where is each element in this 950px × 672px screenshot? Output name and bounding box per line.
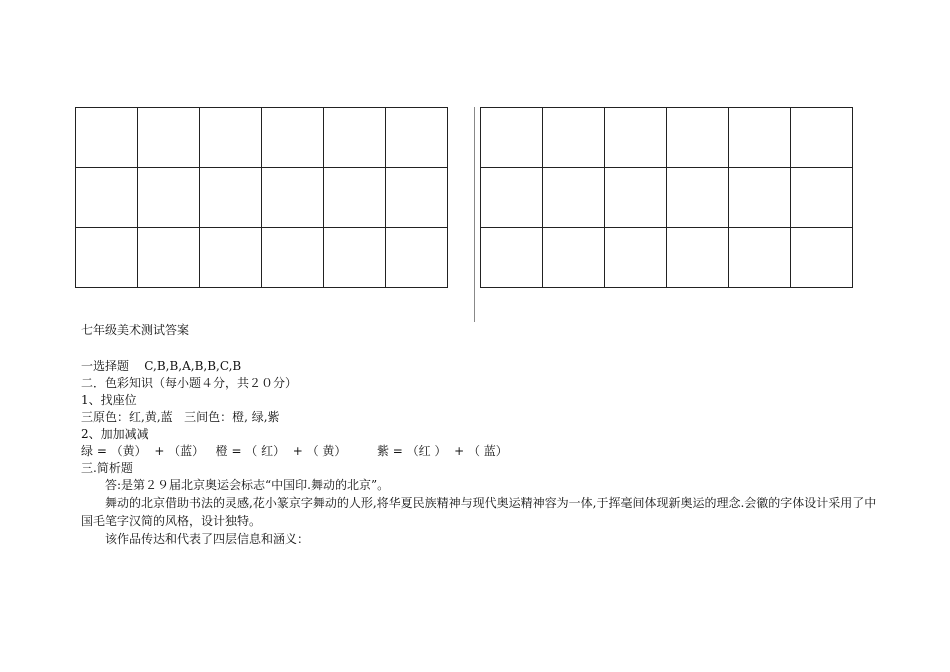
answer-body — [81, 357, 881, 548]
find-seat-heading: 1、找座位 — [81, 393, 137, 407]
analysis-paragraph: 舞动的北京借助书法的灵感,花小篆京字舞动的人形,将华夏民族精神与现代奥运精神容为一体,于挥毫间体现新奥运的理念.会徽的字体设计采用了中国毛笔字汉简的风格，设计独特。 — [81, 496, 877, 528]
answer-title: 七年级美术测试答案 — [81, 323, 190, 337]
color-mixing-equations: 绿 = （黄） + （蓝） 橙 = （ 红） + （ 黄） 紫 = （红 ） + （ 蓝） — [81, 444, 508, 458]
analysis-heading: 三.简析题 — [81, 461, 133, 475]
primary-secondary-colors: 三原色：红,黄,蓝 三间色：橙, 绿,紫 — [81, 410, 280, 424]
multiple-choice-answers: 一选择题 C,B,B,A,B,B,C,B — [81, 359, 242, 373]
add-subtract-heading: 2、加加减减 — [81, 427, 149, 441]
color-knowledge-heading: 二．色彩知识（每小题４分，共２０分） — [81, 376, 298, 390]
analysis-paragraph-2: 该作品传达和代表了四层信息和涵义： — [105, 532, 310, 546]
right-writing-grid — [480, 107, 853, 288]
analysis-answer: 答:是第２９届北京奥运会标志“中国印.舞动的北京”。 — [105, 478, 390, 492]
page-fold-divider — [474, 107, 475, 322]
left-writing-grid — [75, 107, 448, 288]
